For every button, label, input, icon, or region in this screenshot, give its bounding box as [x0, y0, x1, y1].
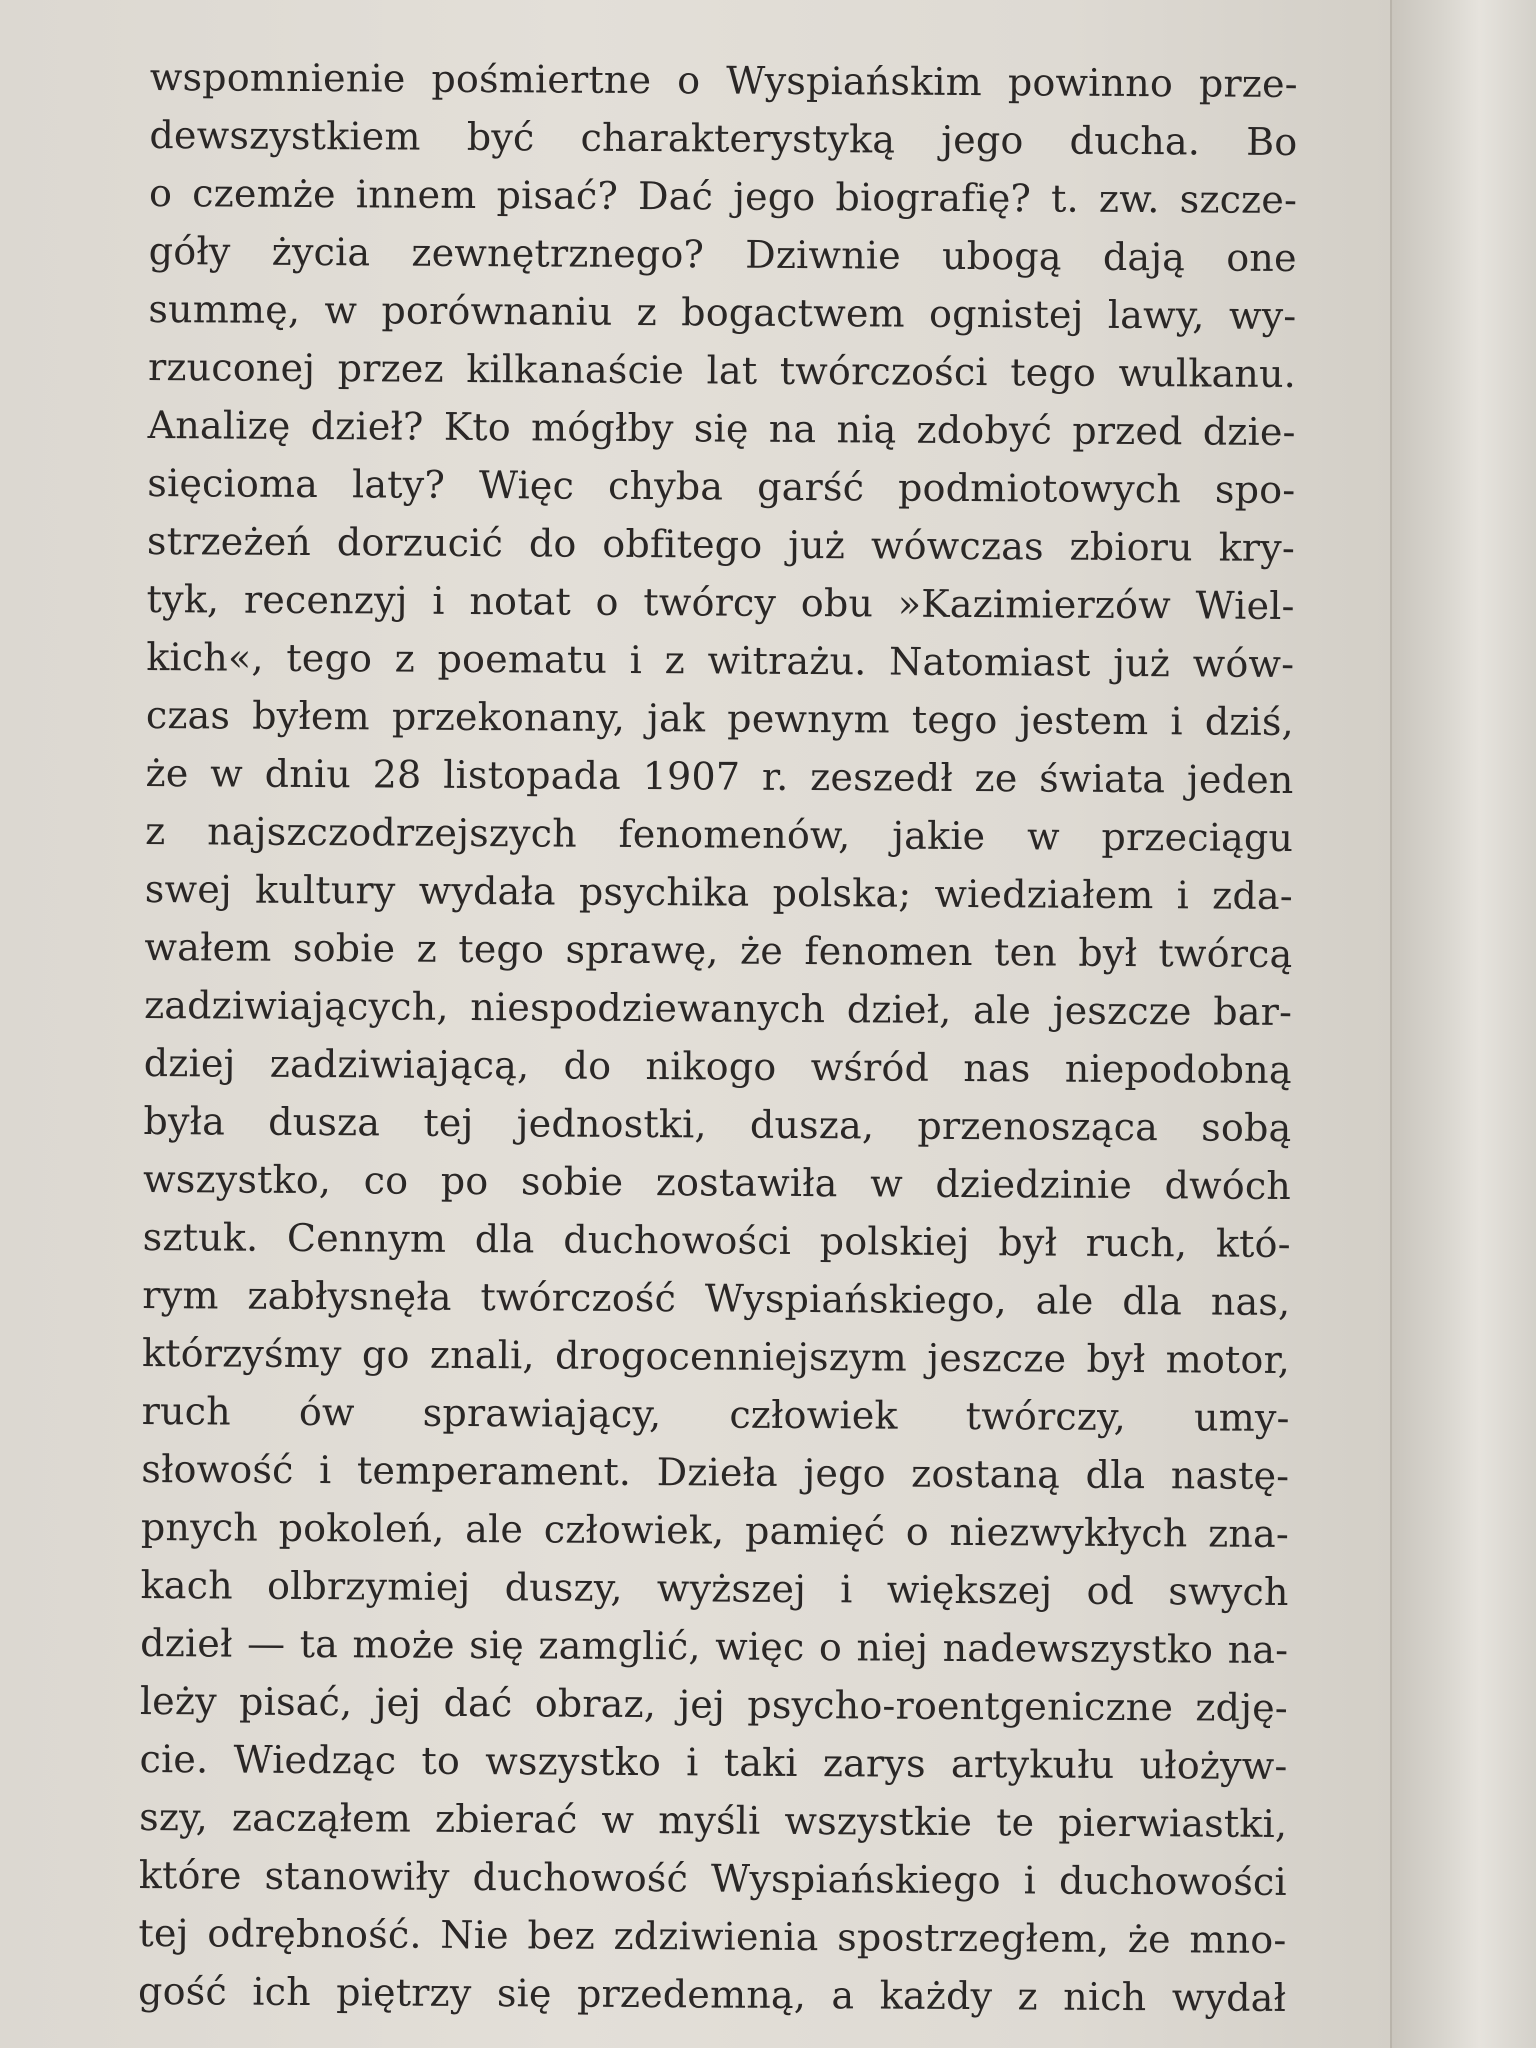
text-line: kich«, tego z poematu i z witrażu. Natomiast już wów- [146, 634, 1295, 687]
text-line: tej odrębność. Nie bez zdziwienia spostrzegłem, że mno- [138, 1910, 1287, 1962]
text-line: swej kultury wydała psychika polska; wiedziałem i zda- [144, 866, 1293, 918]
text-line: kach olbrzymiej duszy, wyższej i większej od swych [140, 1562, 1289, 1614]
text-line: ruch ów sprawiający, człowiek twórczy, umy- [141, 1388, 1290, 1440]
text-line: summę, w porównaniu z bogactwem ognistej lawy, wy- [148, 286, 1297, 339]
text-line: czas byłem przekonany, jak pewnym tego jestem i dziś, [145, 692, 1295, 744]
text-line: szy, zacząłem zbierać w myśli wszystkie te pierwiastki, [139, 1794, 1288, 1846]
text-line: że w dniu 28 listopada 1907 r. zeszedł ze świata jeden [145, 750, 1294, 802]
text-line: które stanowiły duchowość Wyspiańskiego i duchowości [138, 1852, 1287, 1904]
text-line: z najszczodrzejszych fenomenów, jakie w przeciągu [145, 808, 1294, 860]
text-line: strzeżeń dorzucić do obfitego już wówczas zbioru kry- [146, 518, 1296, 571]
page-edge [1390, 0, 1536, 2048]
text-line: rym zabłysnęła twórczość Wyspiańskiego, ale dla nas, [142, 1272, 1291, 1324]
text-line: rzuconej przez kilkanaście lat twórczości tego wulkanu. [147, 344, 1297, 397]
text-line: była dusza tej jednostki, dusza, przenosząca sobą [143, 1098, 1292, 1150]
text-line: sztuk. Cennym dla duchowości polskiej był ruch, któ- [142, 1214, 1291, 1266]
text-line: wałem sobie z tego sprawę, że fenomen ten był twórcą [144, 924, 1293, 976]
text-line: gość ich piętrzy się przedemną, a każdy z nich wydał [137, 1968, 1287, 2020]
text-block [138, 48, 1298, 2027]
text-line: którzyśmy go znali, drogocenniejszym jeszcze był motor, [141, 1330, 1291, 1382]
text-line: zadziwiających, niespodziewanych dzieł, ale jeszcze bar- [144, 982, 1293, 1034]
text-line: tyk, recenzyj i notat o twórcy obu »Kazimierzów Wiel- [146, 576, 1295, 629]
text-line: wspomnienie pośmiertne o Wyspiańskim powinno prze- [149, 54, 1298, 107]
text-line: sięcioma laty? Więc chyba garść podmiotowych spo- [147, 460, 1296, 513]
text-line: o czemże innem pisać? Dać jego biografię? t. zw. szcze- [148, 170, 1298, 223]
text-line: góły życia zewnętrznego? Dziwnie ubogą dają one [148, 228, 1297, 281]
text-line: cie. Wiedząc to wszystko i taki zarys artykułu ułożyw- [139, 1736, 1288, 1788]
text-line: pnych pokoleń, ale człowiek, pamięć o niezwykłych zna- [140, 1504, 1290, 1556]
text-line: dziej zadziwiającą, do nikogo wśród nas niepodobną [143, 1040, 1292, 1092]
text-line: leży pisać, jej dać obraz, jej psycho-roentgeniczne zdję- [139, 1678, 1289, 1730]
text-line: dewszystkiem być charakterystyką jego ducha. Bo [149, 112, 1298, 165]
text-line: wszystko, co po sobie zostawiła w dziedzinie dwóch [142, 1156, 1292, 1208]
text-line: słowość i temperament. Dzieła jego zostaną dla nastę- [141, 1446, 1290, 1498]
text-line: dzieł — ta może się zamglić, więc o niej nadewszystko na- [140, 1620, 1289, 1672]
text-line: Analizę dzieł? Kto mógłby się na nią zdobyć przed dzie- [147, 402, 1296, 455]
